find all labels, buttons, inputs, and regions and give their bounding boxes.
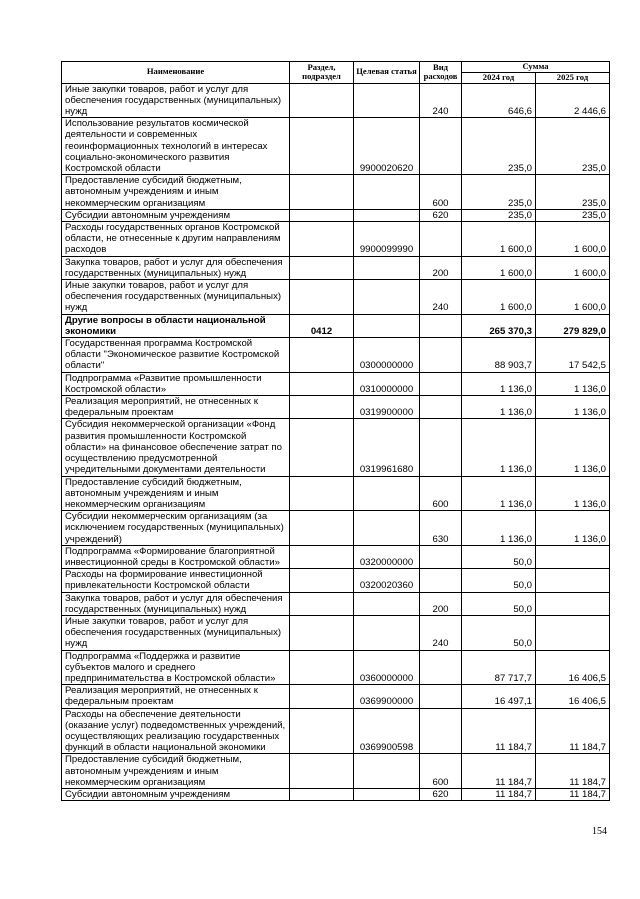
table-row: [62, 280, 610, 315]
row-section: [290, 175, 354, 210]
row-sum-2025: 235,0: [536, 209, 610, 221]
row-section: [290, 708, 354, 754]
row-section: [290, 569, 354, 592]
row-sum-2025: [536, 615, 610, 650]
row-sum-2025: 1 600,0: [536, 222, 610, 257]
row-sum-2025: 1 136,0: [536, 372, 610, 395]
row-sum-2024: 11 184,7: [462, 754, 536, 789]
row-name: Реализация мероприятий, не отнесенных к федеральным проектам: [62, 685, 290, 708]
row-kind: [420, 396, 462, 419]
row-section: [290, 788, 354, 800]
row-article: [354, 615, 420, 650]
row-article: 0320020360: [354, 569, 420, 592]
row-section: [290, 476, 354, 511]
row-name: Государственная программа Костромской области "Экономическое развитие Костромской области": [62, 338, 290, 373]
row-sum-2025: 16 406,5: [536, 650, 610, 685]
table-row: [62, 788, 610, 800]
row-name: Расходы на обеспечение деятельности (оказание услуг) подведомственных учреждений, осуществляющих реализацию государственных функций в области национальной экономики: [62, 708, 290, 754]
row-name: Предоставление субсидий бюджетным, автономным учреждениям и иным некоммерческим организациям: [62, 754, 290, 789]
row-article: [354, 476, 420, 511]
row-kind: 600: [420, 754, 462, 789]
row-sum-2024: 1 136,0: [462, 476, 536, 511]
row-sum-2025: 1 136,0: [536, 476, 610, 511]
table-row: [62, 419, 610, 476]
row-kind: 600: [420, 476, 462, 511]
row-kind: 240: [420, 280, 462, 315]
table-header: [62, 62, 610, 84]
row-section: [290, 754, 354, 789]
table-row: [62, 314, 610, 337]
header-year-2025: 2025 год: [536, 72, 610, 83]
row-article: 0360000000: [354, 650, 420, 685]
row-article: 0300000000: [354, 338, 420, 373]
row-article: [354, 754, 420, 789]
row-name: Предоставление субсидий бюджетным, автономным учреждениям и иным некоммерческим организациям: [62, 175, 290, 210]
budget-table: [61, 61, 610, 801]
row-sum-2024: 265 370,3: [462, 314, 536, 337]
row-sum-2025: [536, 569, 610, 592]
table-row: [62, 175, 610, 210]
row-section: 0412: [290, 314, 354, 337]
row-sum-2025: 11 184,7: [536, 754, 610, 789]
row-section: [290, 256, 354, 279]
header-year-2024: 2024 год: [462, 72, 536, 83]
row-kind: 200: [420, 256, 462, 279]
table-row: [62, 708, 610, 754]
row-name: Расходы на формирование инвестиционной привлекательности Костромской области: [62, 569, 290, 592]
row-name: Закупка товаров, работ и услуг для обеспечения государственных (муниципальных) нужд: [62, 256, 290, 279]
row-section: [290, 396, 354, 419]
row-sum-2024: 88 903,7: [462, 338, 536, 373]
row-kind: 240: [420, 83, 462, 118]
row-sum-2024: 1 136,0: [462, 511, 536, 546]
row-kind: [420, 222, 462, 257]
row-sum-2025: 1 600,0: [536, 256, 610, 279]
row-sum-2025: 11 184,7: [536, 708, 610, 754]
row-sum-2025: [536, 545, 610, 568]
header-sum: Сумма: [462, 62, 610, 73]
row-kind: [420, 569, 462, 592]
row-article: [354, 788, 420, 800]
table-row: [62, 338, 610, 373]
row-article: [354, 175, 420, 210]
row-article: 9900099990: [354, 222, 420, 257]
row-kind: [420, 338, 462, 373]
row-name: Подпрограмма «Поддержка и развитие субъектов малого и среднего предпринимательства в Костромской области»: [62, 650, 290, 685]
row-article: [354, 511, 420, 546]
row-article: 0320000000: [354, 545, 420, 568]
row-kind: [420, 419, 462, 476]
row-kind: [420, 118, 462, 175]
row-article: [354, 280, 420, 315]
row-kind: [420, 314, 462, 337]
table-row: [62, 754, 610, 789]
row-sum-2024: 11 184,7: [462, 708, 536, 754]
table-row: [62, 476, 610, 511]
table-row: [62, 650, 610, 685]
row-section: [290, 685, 354, 708]
row-sum-2024: 1 600,0: [462, 256, 536, 279]
row-name: Иные закупки товаров, работ и услуг для обеспечения государственных (муниципальных) нужд: [62, 83, 290, 118]
row-section: [290, 372, 354, 395]
row-kind: 620: [420, 788, 462, 800]
table-row: [62, 396, 610, 419]
header-name: Наименование: [62, 62, 290, 84]
row-sum-2025: 1 136,0: [536, 396, 610, 419]
row-sum-2024: 50,0: [462, 545, 536, 568]
row-article: [354, 209, 420, 221]
table-row: [62, 256, 610, 279]
row-kind: [420, 545, 462, 568]
row-sum-2025: 235,0: [536, 175, 610, 210]
table-row: [62, 222, 610, 257]
row-name: Закупка товаров, работ и услуг для обеспечения государственных (муниципальных) нужд: [62, 592, 290, 615]
row-sum-2024: 87 717,7: [462, 650, 536, 685]
table-body: [62, 83, 610, 801]
row-kind: [420, 685, 462, 708]
row-article: 9900020620: [354, 118, 420, 175]
row-section: [290, 511, 354, 546]
table-row: [62, 209, 610, 221]
row-sum-2024: 50,0: [462, 615, 536, 650]
row-sum-2024: 50,0: [462, 592, 536, 615]
row-section: [290, 83, 354, 118]
header-kind: Вид расходов: [420, 62, 462, 84]
row-section: [290, 545, 354, 568]
row-article: [354, 256, 420, 279]
row-sum-2024: 235,0: [462, 175, 536, 210]
table-row: [62, 545, 610, 568]
row-section: [290, 419, 354, 476]
row-section: [290, 118, 354, 175]
row-section: [290, 338, 354, 373]
row-kind: 600: [420, 175, 462, 210]
page-number: 154: [592, 826, 607, 837]
table-row: [62, 372, 610, 395]
row-name: Расходы государственных органов Костромской области, не отнесенные к другим направлениям расходов: [62, 222, 290, 257]
row-name: Иные закупки товаров, работ и услуг для обеспечения государственных (муниципальных) нужд: [62, 615, 290, 650]
row-name: Субсидии некоммерческим организациям (за исключением государственных (муниципальных) учреждений): [62, 511, 290, 546]
row-name: Использование результатов космической деятельности и современных геоинформационных технологий в интересах социально-экономического развития Костромской области: [62, 118, 290, 175]
row-sum-2025: 279 829,0: [536, 314, 610, 337]
row-sum-2024: 235,0: [462, 118, 536, 175]
row-section: [290, 615, 354, 650]
row-sum-2025: 2 446,6: [536, 83, 610, 118]
table-row: [62, 83, 610, 118]
table-row: [62, 118, 610, 175]
table-row: [62, 592, 610, 615]
row-sum-2025: 1 136,0: [536, 419, 610, 476]
row-sum-2025: 16 406,5: [536, 685, 610, 708]
row-section: [290, 592, 354, 615]
row-section: [290, 209, 354, 221]
row-article: 0319961680: [354, 419, 420, 476]
row-article: [354, 83, 420, 118]
row-name: Предоставление субсидий бюджетным, автономным учреждениям и иным некоммерческим организациям: [62, 476, 290, 511]
row-sum-2024: 11 184,7: [462, 788, 536, 800]
row-name: Подпрограмма «Развитие промышленности Костромской области»: [62, 372, 290, 395]
table-row: [62, 511, 610, 546]
table-row: [62, 615, 610, 650]
row-sum-2025: 235,0: [536, 118, 610, 175]
row-sum-2024: 235,0: [462, 209, 536, 221]
row-sum-2024: 1 600,0: [462, 280, 536, 315]
row-sum-2025: 1 600,0: [536, 280, 610, 315]
row-sum-2025: 11 184,7: [536, 788, 610, 800]
row-sum-2024: 50,0: [462, 569, 536, 592]
row-article: 0310000000: [354, 372, 420, 395]
row-article: 0369900000: [354, 685, 420, 708]
row-sum-2025: 1 136,0: [536, 511, 610, 546]
row-name: Субсидии автономным учреждениям: [62, 788, 290, 800]
row-article: [354, 314, 420, 337]
row-sum-2024: 1 600,0: [462, 222, 536, 257]
row-article: 0319900000: [354, 396, 420, 419]
row-kind: 630: [420, 511, 462, 546]
row-sum-2024: 646,6: [462, 83, 536, 118]
row-kind: [420, 372, 462, 395]
row-kind: 240: [420, 615, 462, 650]
header-section: Раздел, подраздел: [290, 62, 354, 84]
row-sum-2024: 1 136,0: [462, 419, 536, 476]
table-row: [62, 685, 610, 708]
row-kind: [420, 708, 462, 754]
row-name: Подпрограмма «Формирование благоприятной инвестиционной среды в Костромской области»: [62, 545, 290, 568]
row-section: [290, 222, 354, 257]
row-sum-2025: 17 542,5: [536, 338, 610, 373]
row-sum-2024: 1 136,0: [462, 372, 536, 395]
row-article: [354, 592, 420, 615]
row-name: Субсидии автономным учреждениям: [62, 209, 290, 221]
row-sum-2024: 1 136,0: [462, 396, 536, 419]
header-article: Целевая статья: [354, 62, 420, 84]
row-name: Другие вопросы в области национальной экономики: [62, 314, 290, 337]
row-name: Реализация мероприятий, не отнесенных к федеральным проектам: [62, 396, 290, 419]
table-row: [62, 569, 610, 592]
row-kind: 200: [420, 592, 462, 615]
row-section: [290, 280, 354, 315]
row-name: Субсидия некоммерческой организации «Фонд развития промышленности Костромской области» на финансовое обеспечение затрат по осуществлению предусмотренной учредительными документами деятельности: [62, 419, 290, 476]
row-section: [290, 650, 354, 685]
row-sum-2025: [536, 592, 610, 615]
row-kind: 620: [420, 209, 462, 221]
row-sum-2024: 16 497,1: [462, 685, 536, 708]
row-article: 0369900598: [354, 708, 420, 754]
row-kind: [420, 650, 462, 685]
row-name: Иные закупки товаров, работ и услуг для обеспечения государственных (муниципальных) нужд: [62, 280, 290, 315]
